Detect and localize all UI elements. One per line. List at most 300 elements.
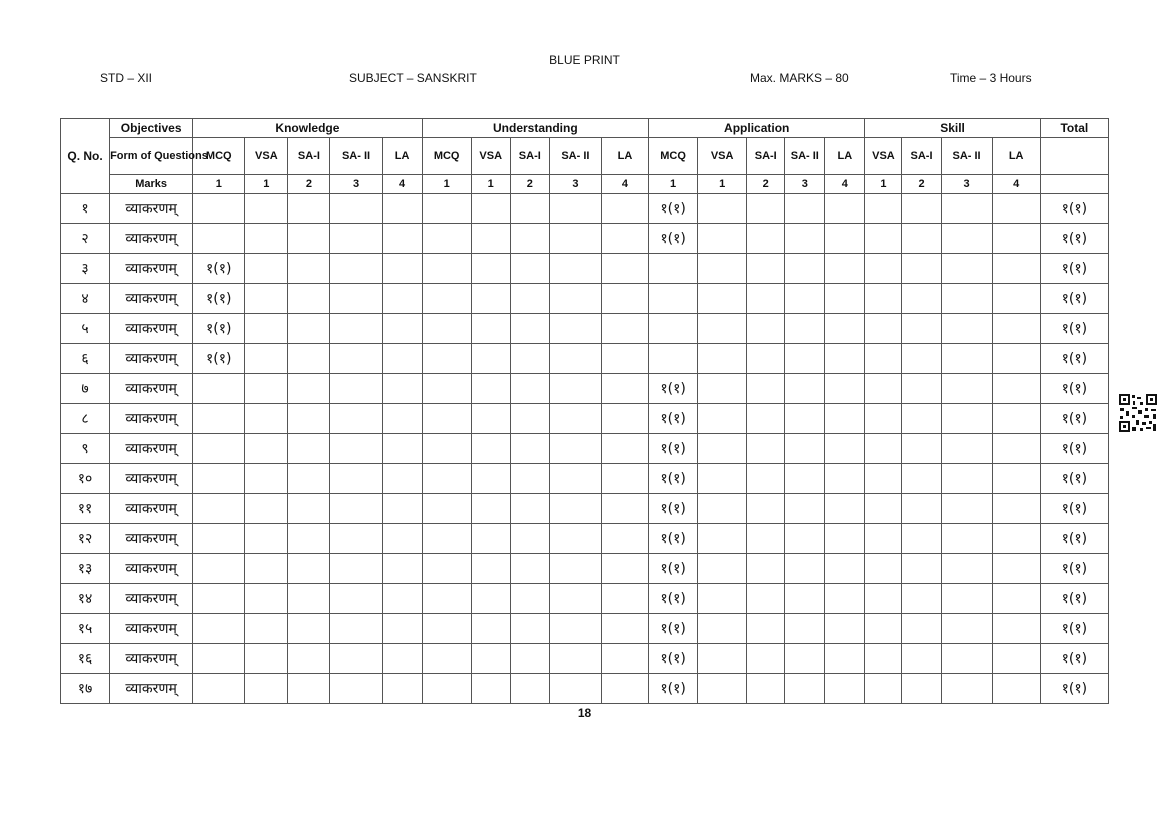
group-header-application: Application [649,119,865,138]
empty-cell [601,254,648,284]
empty-cell [698,614,747,644]
empty-cell [747,434,785,464]
empty-cell [288,434,330,464]
empty-cell [288,464,330,494]
empty-cell [422,584,471,614]
type-header-knowledge-3: SA- II [330,138,382,175]
empty-cell [549,194,601,224]
objectives-header: Objectives [110,119,193,138]
empty-cell [865,404,902,434]
knowledge-mcq-cell [193,194,245,224]
table-row [61,674,1109,704]
empty-cell [510,314,549,344]
empty-cell [992,554,1040,584]
type-header-understanding-4: LA [601,138,648,175]
question-subject: व्याकरणम् [110,284,193,314]
application-mcq-cell: १(१) [649,554,698,584]
empty-cell [698,344,747,374]
empty-cell [747,494,785,524]
empty-cell [601,614,648,644]
question-subject: व्याकरणम् [110,674,193,704]
empty-cell [601,404,648,434]
empty-cell [825,494,865,524]
question-subject: व्याकरणम् [110,614,193,644]
empty-cell [549,464,601,494]
empty-cell [698,434,747,464]
empty-cell [865,494,902,524]
empty-cell [698,224,747,254]
application-mcq-cell: १(१) [649,404,698,434]
type-header-application-1: VSA [698,138,747,175]
empty-cell [382,464,422,494]
empty-cell [698,674,747,704]
question-number: १३ [61,554,110,584]
empty-cell [330,644,382,674]
empty-cell [245,374,288,404]
empty-cell [382,254,422,284]
marks-value-skill-1: 2 [902,175,941,194]
empty-cell [902,524,941,554]
empty-cell [785,644,825,674]
empty-cell [330,404,382,434]
empty-cell [941,584,992,614]
empty-cell [992,614,1040,644]
empty-cell [865,344,902,374]
row-total: १(१) [1040,674,1108,704]
question-subject: व्याकरणम् [110,404,193,434]
empty-cell [865,554,902,584]
knowledge-mcq-cell: १(१) [193,344,245,374]
empty-cell [785,464,825,494]
empty-cell [992,254,1040,284]
empty-cell [510,194,549,224]
empty-cell [288,224,330,254]
knowledge-mcq-cell [193,614,245,644]
knowledge-mcq-cell [193,644,245,674]
empty-cell [698,524,747,554]
empty-cell [902,404,941,434]
empty-cell [382,554,422,584]
empty-cell [785,344,825,374]
application-mcq-cell: १(१) [649,614,698,644]
marks-value-knowledge-4: 4 [382,175,422,194]
std-label: STD – XII [100,71,153,85]
empty-cell [902,554,941,584]
time-label: Time – 3 Hours [950,71,1032,85]
empty-cell [601,434,648,464]
empty-cell [549,674,601,704]
empty-cell [330,314,382,344]
empty-cell [747,314,785,344]
empty-cell [601,644,648,674]
empty-cell [471,284,510,314]
empty-cell [422,644,471,674]
total-header: Total [1040,119,1108,138]
empty-cell [330,224,382,254]
empty-cell [288,314,330,344]
application-mcq-cell [649,314,698,344]
empty-cell [549,254,601,284]
marks-value-understanding-2: 2 [510,175,549,194]
marks-value-application-4: 4 [825,175,865,194]
empty-cell [865,674,902,704]
empty-cell [422,434,471,464]
empty-cell [288,344,330,374]
type-header-skill-2: SA- II [941,138,992,175]
empty-cell [941,644,992,674]
empty-cell [471,254,510,284]
row-total: १(१) [1040,494,1108,524]
empty-cell [510,644,549,674]
empty-cell [825,434,865,464]
empty-cell [601,524,648,554]
question-subject: व्याकरणम् [110,374,193,404]
empty-cell [941,284,992,314]
empty-cell [825,614,865,644]
question-number: ३ [61,254,110,284]
empty-cell [825,194,865,224]
application-mcq-cell: १(१) [649,674,698,704]
empty-cell [288,374,330,404]
empty-cell [288,284,330,314]
empty-cell [601,464,648,494]
empty-cell [510,404,549,434]
knowledge-mcq-cell: १(१) [193,314,245,344]
empty-cell [422,224,471,254]
empty-cell [825,464,865,494]
empty-cell [902,224,941,254]
empty-cell [471,584,510,614]
group-header-row [61,119,1109,138]
type-header-skill-0: VSA [865,138,902,175]
question-number: १ [61,194,110,224]
empty-cell [601,494,648,524]
blueprint-table [60,118,1109,704]
empty-cell [422,314,471,344]
type-header-knowledge-1: VSA [245,138,288,175]
application-mcq-cell: १(१) [649,374,698,404]
empty-cell [865,434,902,464]
empty-cell [510,224,549,254]
empty-cell [785,674,825,704]
empty-cell [747,614,785,644]
knowledge-mcq-cell [193,494,245,524]
empty-cell [382,674,422,704]
empty-cell [941,434,992,464]
empty-cell [698,494,747,524]
empty-cell [245,434,288,464]
empty-cell [245,524,288,554]
knowledge-mcq-cell [193,584,245,614]
empty-cell [902,194,941,224]
question-subject: व्याकरणम् [110,494,193,524]
empty-cell [865,314,902,344]
marks-value-application-2: 2 [747,175,785,194]
empty-cell [865,254,902,284]
empty-cell [825,584,865,614]
empty-cell [941,224,992,254]
empty-cell [865,614,902,644]
empty-cell [941,344,992,374]
empty-cell [422,254,471,284]
empty-cell [245,584,288,614]
empty-cell [941,494,992,524]
empty-cell [245,194,288,224]
empty-cell [825,254,865,284]
empty-cell [747,584,785,614]
empty-cell [382,494,422,524]
empty-cell [549,284,601,314]
page-number: 18 [577,706,592,720]
type-header-knowledge-0: MCQ [193,138,245,175]
subject-label: SUBJECT – SANSKRIT [349,71,477,85]
empty-cell [941,314,992,344]
empty-cell [902,254,941,284]
table-row [61,644,1109,674]
empty-cell [382,584,422,614]
empty-cell [471,434,510,464]
row-total: १(१) [1040,194,1108,224]
empty-cell [422,284,471,314]
row-total: १(१) [1040,614,1108,644]
table-row [61,464,1109,494]
question-subject: व्याकरणम् [110,254,193,284]
type-header-understanding-0: MCQ [422,138,471,175]
empty-cell [549,644,601,674]
knowledge-mcq-cell [193,404,245,434]
empty-cell [698,314,747,344]
empty-cell [698,464,747,494]
empty-cell [330,554,382,584]
marks-value-application-3: 3 [785,175,825,194]
marks-value-application-0: 1 [649,175,698,194]
empty-cell [698,194,747,224]
question-subject: व्याकरणम् [110,584,193,614]
empty-cell [245,494,288,524]
qr-code-icon [1118,393,1158,433]
application-mcq-cell: १(१) [649,224,698,254]
marks-value-knowledge-1: 1 [245,175,288,194]
empty-cell [549,404,601,434]
empty-cell [865,374,902,404]
type-header-application-2: SA-I [747,138,785,175]
table-row [61,194,1109,224]
row-total: १(१) [1040,314,1108,344]
empty-cell [825,284,865,314]
empty-cell [330,524,382,554]
empty-cell [698,284,747,314]
empty-cell [471,614,510,644]
empty-cell [992,224,1040,254]
table-row [61,494,1109,524]
marks-value-knowledge-3: 3 [330,175,382,194]
type-header-understanding-1: VSA [471,138,510,175]
empty-cell [785,584,825,614]
knowledge-mcq-cell: १(१) [193,284,245,314]
empty-cell [288,614,330,644]
empty-cell [471,314,510,344]
group-header-skill: Skill [865,119,1040,138]
question-number: ७ [61,374,110,404]
empty-cell [471,674,510,704]
empty-cell [992,284,1040,314]
empty-cell [747,644,785,674]
empty-cell [422,194,471,224]
empty-cell [382,314,422,344]
row-total: १(१) [1040,524,1108,554]
application-mcq-cell: १(१) [649,524,698,554]
empty-cell [422,614,471,644]
question-number: १६ [61,644,110,674]
empty-cell [601,374,648,404]
question-number: १७ [61,674,110,704]
empty-cell [785,554,825,584]
empty-cell [549,584,601,614]
page-title: BLUE PRINT [549,53,620,67]
empty-cell [549,344,601,374]
empty-cell [330,584,382,614]
marks-value-understanding-1: 1 [471,175,510,194]
empty-cell [902,434,941,464]
type-header-skill-1: SA-I [902,138,941,175]
empty-cell [382,344,422,374]
empty-cell [902,644,941,674]
empty-cell [288,254,330,284]
empty-cell [992,404,1040,434]
empty-cell [471,194,510,224]
question-subject: व्याकरणम् [110,554,193,584]
empty-cell [747,194,785,224]
empty-cell [471,464,510,494]
question-subject: व्याकरणम् [110,464,193,494]
application-mcq-cell: १(१) [649,584,698,614]
empty-cell [785,194,825,224]
row-total: १(१) [1040,284,1108,314]
empty-cell [902,314,941,344]
marks-value-knowledge-0: 1 [193,175,245,194]
empty-cell [992,524,1040,554]
empty-cell [941,524,992,554]
empty-cell [471,554,510,584]
row-total: १(१) [1040,344,1108,374]
table-row [61,524,1109,554]
table-row [61,344,1109,374]
empty-cell [992,584,1040,614]
empty-cell [601,284,648,314]
question-subject: व्याकरणम् [110,314,193,344]
empty-cell [785,524,825,554]
empty-cell [785,494,825,524]
empty-cell [941,554,992,584]
table-body [61,194,1109,704]
empty-cell [330,194,382,224]
type-header-application-0: MCQ [649,138,698,175]
empty-cell [288,524,330,554]
empty-cell [785,224,825,254]
empty-cell [245,254,288,284]
empty-cell [825,524,865,554]
empty-cell [785,254,825,284]
empty-cell [510,674,549,704]
empty-cell [471,374,510,404]
empty-cell [825,404,865,434]
empty-cell [865,464,902,494]
question-subject: व्याकरणम् [110,194,193,224]
empty-cell [698,404,747,434]
empty-cell [422,374,471,404]
question-number: १२ [61,524,110,554]
empty-cell [601,674,648,704]
empty-cell [510,344,549,374]
empty-cell [422,674,471,704]
empty-cell [245,614,288,644]
question-subject: व्याकरणम् [110,524,193,554]
question-number: १० [61,464,110,494]
empty-cell [330,374,382,404]
row-total: १(१) [1040,254,1108,284]
knowledge-mcq-cell [193,554,245,584]
empty-cell [747,254,785,284]
empty-cell [941,614,992,644]
empty-cell [992,374,1040,404]
empty-cell [747,464,785,494]
application-mcq-cell [649,284,698,314]
empty-cell [288,554,330,584]
empty-cell [382,374,422,404]
question-number: ८ [61,404,110,434]
empty-cell [330,494,382,524]
empty-cell [601,344,648,374]
empty-cell [747,374,785,404]
empty-cell [698,584,747,614]
empty-cell [992,674,1040,704]
empty-cell [330,614,382,644]
max-marks-label: Max. MARKS – 80 [750,71,849,85]
question-number: ९ [61,434,110,464]
empty-cell [510,464,549,494]
question-subject: व्याकरणम् [110,434,193,464]
empty-cell [941,464,992,494]
empty-cell [288,404,330,434]
empty-cell [382,284,422,314]
empty-cell [902,674,941,704]
empty-cell [941,194,992,224]
empty-cell [422,344,471,374]
empty-cell [245,344,288,374]
type-header-application-3: SA- II [785,138,825,175]
empty-cell [510,284,549,314]
marks-value-knowledge-2: 2 [288,175,330,194]
application-mcq-cell: १(१) [649,494,698,524]
empty-cell [288,584,330,614]
question-number: ५ [61,314,110,344]
empty-cell [245,404,288,434]
empty-cell [510,524,549,554]
empty-cell [382,524,422,554]
row-total: १(१) [1040,554,1108,584]
empty-cell [747,284,785,314]
empty-cell [747,224,785,254]
empty-cell [330,464,382,494]
application-mcq-cell: १(१) [649,644,698,674]
form-of-questions-row [61,138,1109,175]
empty-cell [382,644,422,674]
empty-cell [245,314,288,344]
empty-cell [549,374,601,404]
knowledge-mcq-cell [193,464,245,494]
empty-cell [825,644,865,674]
empty-cell [245,464,288,494]
